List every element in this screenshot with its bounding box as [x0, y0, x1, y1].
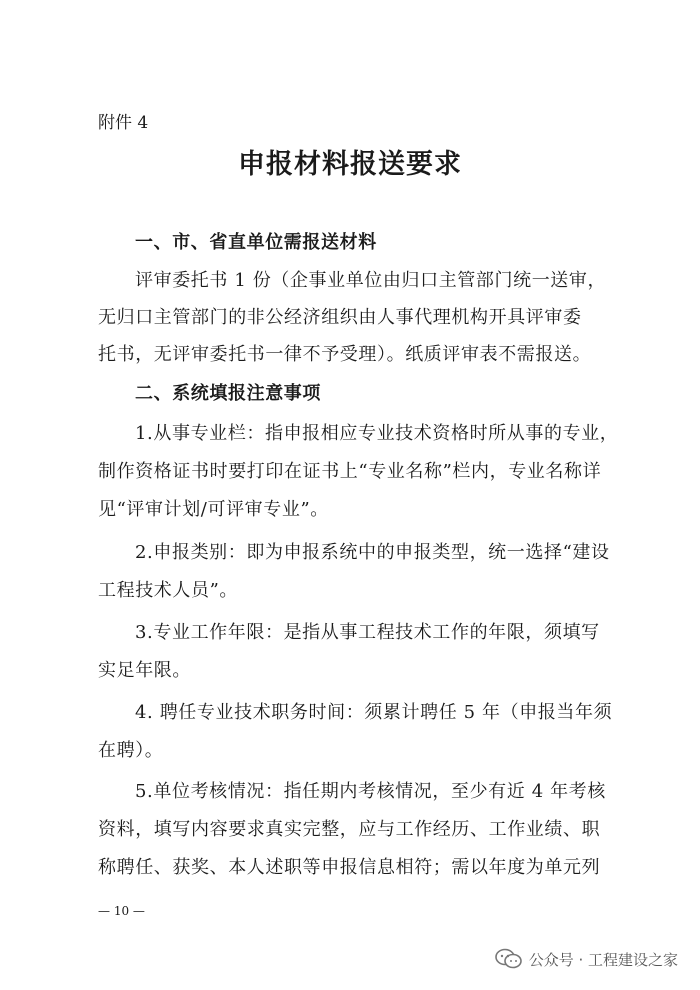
document-title: 申报材料报送要求 [238, 149, 462, 180]
paragraph-line: 托书，无评审委托书一律不予受理）。纸质评审表不需报送。 [98, 344, 592, 365]
item-line: 制作资格证书时要打印在证书上“专业名称”栏内，专业名称详 [98, 461, 602, 482]
item-line: 资料，填写内容要求真实完整，应与工作经历、工作业绩、职 [98, 819, 601, 840]
item-line: 在聘）。 [98, 740, 164, 761]
wechat-icon [495, 948, 523, 970]
item-line: 实足年限。 [98, 660, 191, 681]
item-line: 称聘任、获奖、本人述职等申报信息相符；需以年度为单元列 [98, 857, 601, 878]
item-line: 5.单位考核情况：指任期内考核情况，至少有近 4 年考核 [135, 781, 606, 802]
item-line: 4. 聘任专业技术职务时间：须累计聘任 5 年（申报当年须 [135, 702, 613, 723]
watermark-text: 公众号 · 工程建设之家 [528, 950, 678, 969]
item-line: 工程技术人员”。 [98, 580, 239, 601]
section2-heading: 二、系统填报注意事项 [135, 383, 321, 404]
item-line: 3.专业工作年限：是指从事工程技术工作的年限，须填写 [135, 622, 600, 643]
section1-heading: 一、市、省直单位需报送材料 [135, 232, 377, 253]
item-line: 1.从事专业栏：指申报相应专业技术资格时所从事的专业， [135, 423, 619, 444]
watermark [495, 948, 678, 970]
page-number: — 10 — [98, 904, 145, 918]
paragraph-line: 无归口主管部门的非公经济组织由人事代理机构开具评审委 [98, 307, 582, 328]
paragraph-line: 评审委托书 1 份（企事业单位由归口主管部门统一送审， [135, 270, 607, 291]
item-line: 2.申报类别：即为申报系统中的申报类型，统一选择“建设 [135, 542, 610, 563]
attachment-label: 附件 4 [98, 113, 149, 133]
item-line: 见“评审计划/可评审专业”。 [98, 499, 329, 520]
